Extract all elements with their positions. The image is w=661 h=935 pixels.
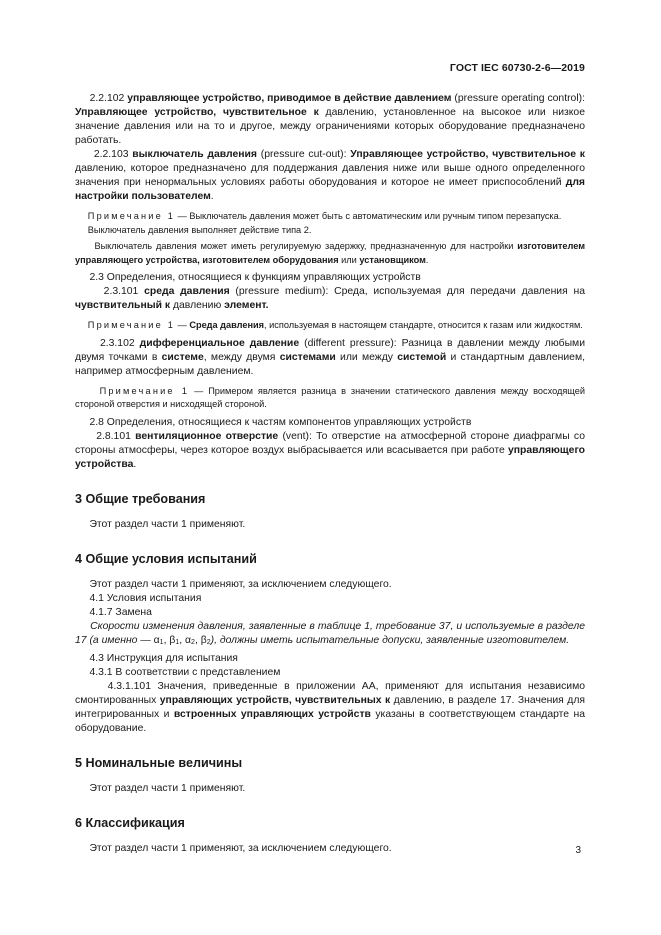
section-4-heading: 4 Общие условия испытаний — [75, 551, 257, 566]
section-4-text: Этот раздел части 1 применяют, за исключением следующего. — [89, 578, 392, 590]
standard-designation: ГОСТ IEC 60730-2-6—2019 — [449, 62, 585, 74]
clause-2-8-101: 2.8.101 вентиляционное отверстие (vent): То отверстие на атмосферной стороне диафрагмы со стороны атмосферы, через которое воздух выбрасывается или всасывается при работе управляющего устройства. — [75, 430, 586, 470]
clause-2-3-102: 2.3.102 дифференциальное давление (different pressure): Разница в давлении между любыми двумя точками в системе, между двумя системами или между системой и стандартным давлением, например атмосферным давлением. — [75, 337, 586, 377]
note-2-3-101: Примечание 1 — Среда давления, используемая в настоящем стандарте, относится к газам или жидкостям. — [87, 320, 583, 330]
note-2-2-103-delay: Выключатель давления может иметь регулируемую задержку, предназначенную для настройки изготовителем управляющего устройства, изготовителем оборудования или установщиком. — [75, 241, 585, 265]
clause-4-3-1: 4.3.1 В соответствии с представлением — [89, 666, 281, 678]
note-2-2-103: Примечание 1 — Выключатель давления может быть с автоматическим или ручным типом перезапуска. Выключатель давления выполняет действие типа 2. — [87, 211, 562, 235]
clause-4-1-7-text: Скорости изменения давления, заявленные в таблице 1, требование 37, и используемые в разделе 17 (а именно — $\alpha_1$, $\beta_1$, $\alpha_2$, $\beta_2$), должны иметь испытательные допуски, заявленные изготовителем. — [75, 620, 585, 646]
clause-2-3: 2.3 Определения, относящиеся к функциям управляющих устройств — [89, 272, 421, 283]
section-3-text: Этот раздел части 1 применяют. — [89, 518, 246, 530]
clause-2-3-101: 2.3.101 среда давления (pressure medium): Среда, используемая для передачи давления на чувствительный к давлению элемент. — [75, 286, 585, 311]
document-body — [75, 92, 585, 856]
clause-4-1-7: 4.1.7 Замена — [89, 606, 152, 618]
section-5-heading: 5 Номинальные величины — [75, 755, 243, 770]
clause-4-1: 4.1 Условия испытания — [89, 592, 202, 604]
section-3-heading: 3 Общие требования — [75, 491, 206, 506]
clause-2-2-102: 2.2.102 управляющее устройство, приводимое в действие давлением (pressure operating control): Управляющее устройство, чувствительное к давлению, установленное на высокое или низкое значение давления или на то и другое, между ограничениями которых оборудование предназначено работать. — [75, 93, 585, 146]
section-6-heading: 6 Классификация — [75, 815, 185, 830]
clause-2-8: 2.8 Определения, относящиеся к частям компонентов управляющих устройств — [89, 416, 472, 428]
clause-4-3: 4.3 Инструкция для испытания — [89, 652, 238, 664]
page-number: 3 — [575, 845, 581, 856]
section-6-text: Этот раздел части 1 применяют, за исключением следующего. — [89, 842, 392, 854]
clause-4-3-1-101: 4.3.1.101 Значения, приведенные в приложении АА, применяют для испытания независимо смонтированных управляющих устройств, чувствительных к давлению, в разделе 17. Значения для интегрированных и встроенных управляющих устройств указаны в соответствующем стандарте на оборудование. — [75, 680, 586, 734]
clause-2-2-103: 2.2.103 выключатель давления (pressure cut-out): Управляющее устройство, чувствительное к давлению, которое предназначено для поддержания давления ниже или выше одного определенного значения при ненормальных условиях работы оборудования и которое не имеет приспособлений для настройки пользователем. — [75, 149, 585, 202]
note-2-3-102: Примечание 1 — Примером является разница в значении статического давления между восходящей стороной отверстия и нисходящей стороной. — [75, 385, 586, 409]
section-5-text: Этот раздел части 1 применяют. — [89, 782, 246, 794]
